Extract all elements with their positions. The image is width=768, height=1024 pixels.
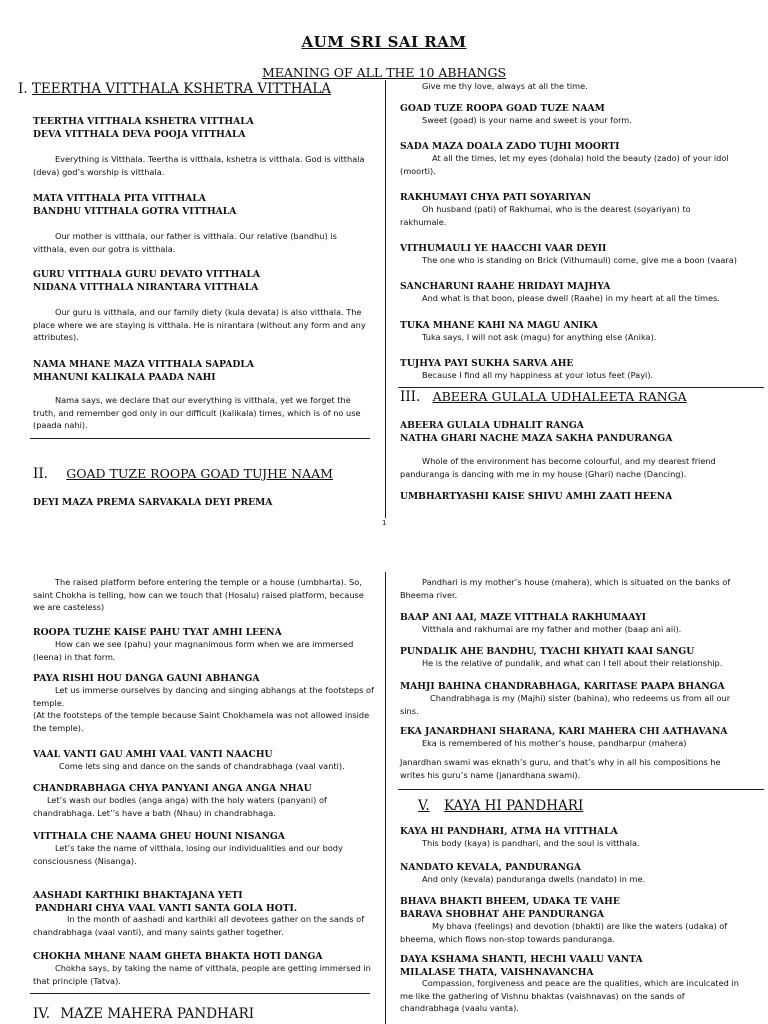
meaning-text: Give me thy love, always at all the time.	[422, 81, 588, 91]
verse-line: CHOKHA MHANE NAAM GHETA BHAKTA HOTI DANGA	[33, 951, 323, 962]
column-divider-page2	[385, 572, 386, 1024]
verse-line: GOAD TUZE ROOPA GOAD TUZE NAAM	[400, 103, 605, 114]
meaning-text: Let’s take the name of vitthala, losing our individualities and our body consciousness (Nisanga).	[33, 843, 343, 866]
meaning-text: Vitthala and rakhumai are my father and mother (baap ani aii).	[422, 624, 682, 634]
verse-line: TEERTHA VITTHALA KSHETRA VITTHALA	[33, 116, 254, 127]
verse-line: BARAVA SHOBHAT AHE PANDURANGA	[400, 909, 605, 920]
verse-line: AASHADI KARTHIKI BHAKTAJANA YETI	[33, 890, 243, 901]
section-divider	[30, 993, 370, 994]
section-heading-2	[33, 466, 333, 482]
section-title: MAZE MAHERA PANDHARI	[60, 1006, 255, 1022]
meaning-text: Janardhan swami was eknath’s guru, and that’s why in all his compositions he writes his guru’s name (janardhana swami).	[400, 757, 721, 780]
meaning-text: Compassion, forgiveness and peace are the qualities, which are inculcated in me like the gathering of Vishnu bhaktas (vaishnavas) on the sands of chandrabhaga (vaalu vanta).	[400, 978, 739, 1014]
section-divider	[398, 789, 764, 790]
verse-line: RAKHUMAYI CHYA PATI SOYARIYAN	[400, 192, 591, 203]
verse-line: BANDHU VITTHALA GOTRA VITTHALA	[33, 206, 237, 217]
meaning-text: Oh husband (pati) of Rakhumai, who is the dearest (soyariyan) to rakhumaie.	[400, 204, 691, 227]
verse-line: NANDATO KEVALA, PANDURANGA	[400, 862, 581, 873]
document-title: AUM SRI SAI RAM	[301, 33, 467, 51]
meaning-text: Come lets sing and dance on the sands of chandrabhaga (vaal vanti).	[59, 761, 345, 771]
verse-line: DAYA KSHAMA SHANTI, HECHI VAALU VANTA	[400, 954, 643, 965]
verse-line: DEVA VITTHALA DEVA POOJA VITTHALA	[33, 129, 246, 140]
verse-line: VITTHALA CHE NAAMA GHEU HOUNI NISANGA	[33, 831, 285, 842]
verse-line: NAMA MHANE MAZA VITTHALA SAPADLA	[33, 359, 254, 370]
verse-line: MHANUNI KALIKALA PAADA NAHI	[33, 372, 216, 383]
section-divider	[398, 387, 764, 388]
meaning-text: Sweet (goad) is your name and sweet is your form.	[422, 115, 632, 125]
section-heading-3	[400, 389, 687, 405]
meaning-text: And what is that boon, please dwell (Raahe) in my heart at all the times.	[422, 293, 720, 303]
meaning-text: Chokha says, by taking the name of vitthala, people are getting immersed in that principle (Tatva).	[33, 963, 371, 986]
verse-line: NATHA GHARI NACHE MAZA SAKHA PANDURANGA	[400, 433, 673, 444]
verse-line: SANCHARUNI RAAHE HRIDAYI MAJHYA	[400, 281, 611, 292]
meaning-text: Let’s wash our bodies (anga anga) with the holy waters (panyani) of chandrabhaga. Let’’s have a bath (Nhau) in chandrabhaga.	[33, 795, 327, 818]
verse-line: BAAP ANI AAI, MAZE VITTHALA RAKHUMAAYI	[400, 612, 646, 623]
meaning-text: At all the times, let my eyes (dohala) hold the beauty (zado) of your idol (moorti).	[400, 153, 729, 176]
meaning-text: The raised platform before entering the temple or a house (umbharta). So, saint Chokha is telling, how can we touch that (Hosalu) raised platform, because we are casteless)	[33, 577, 364, 613]
verse-line: UMBHARTYASHI KAISE SHIVU AMHI ZAATI HEENA	[400, 491, 673, 502]
verse-line: ABEERA GULALA UDHALIT RANGA	[400, 420, 584, 431]
section-title: ABEERA GULALA UDHALEETA RANGA	[432, 389, 687, 404]
meaning-text: And only (kevala) panduranga dwells (nandato) in me.	[422, 874, 646, 884]
section-divider	[30, 438, 370, 439]
section-heading-5	[418, 798, 583, 814]
meaning-text: Whole of the environment has become colourful, and my dearest friend panduranga is dancing with me in my house (Ghari) nache (Dancing).	[400, 456, 716, 479]
meaning-text: Our mother is vitthala, our father is vitthala. Our relative (bandhu) is vitthala, even our gotra is vitthala.	[33, 231, 337, 254]
verse-line: KAYA HI PANDHARI, ATMA HA VITTHALA	[400, 826, 618, 837]
verse-line: CHANDRABHAGA CHYA PANYANI ANGA ANGA NHAU	[33, 783, 312, 794]
verse-line: VAAL VANTI GAU AMHI VAAL VANTI NAACHU	[33, 749, 273, 760]
verse-line: MATA VITTHALA PITA VITTHALA	[33, 193, 206, 204]
verse-line: NIDANA VITTHALA NIRANTARA VITTHALA	[33, 282, 259, 293]
verse-line: TUKA MHANE KAHI NA MAGU ANIKA	[400, 320, 598, 331]
verse-line: EKA JANARDHANI SHARANA, KARI MAHERA CHI AATHAVANA	[400, 726, 728, 737]
section-title: TEERTHA VITTHALA KSHETRA VITTHALA	[31, 81, 331, 97]
meaning-text: Tuka says, I will not ask (magu) for anything else (Anika).	[422, 332, 657, 342]
verse-line: TUJHYA PAYI SUKHA SARVA AHE	[400, 358, 574, 369]
section-heading-1	[18, 81, 331, 97]
meaning-text: Our guru is vitthala, and our family diety (kula devata) is also vitthala. The place where we are staying is vitthala. He is nirantara (without any form and any attributes).	[33, 307, 366, 343]
page-number: 1	[382, 519, 387, 527]
meaning-text: Chandrabhaga is my (Majhi) sister (bahina), who redeems us from all our sins.	[400, 693, 731, 716]
meaning-text: How can we see (pahu) your magnanimous form when we are immersed (leena) in that form.	[33, 639, 354, 662]
section-number: IV.	[33, 1006, 51, 1022]
meaning-text: Nama says, we declare that our everything is vitthala, yet we forget the truth, and remember god only in our difficult (kalikala) times, which is of no use (paada nahi).	[33, 395, 361, 431]
section-heading-4	[33, 1006, 254, 1022]
section-number: II.	[33, 466, 48, 482]
meaning-text: My bhava (feelings) and devotion (bhakti) are like the waters (udaka) of bheema, which flows non-stop towards panduranga.	[400, 921, 728, 944]
meaning-text: Let us immerse ourselves by dancing and singing abhangs at the footsteps of temple. (At the footsteps of the temple because Saint Chokhamela was not allowed inside the temple).	[33, 685, 374, 733]
meaning-text: This body (kaya) is pandhari, and the soul is vitthala.	[422, 838, 640, 848]
meaning-text: Eka is remembered of his mother’s house, pandharpur (mahera)	[422, 738, 687, 748]
section-title: KAYA HI PANDHARI	[443, 798, 584, 814]
verse-line: VITHUMAULI YE HAACCHI VAAR DEYII	[400, 243, 607, 254]
verse-line: PUNDALIK AHE BANDHU, TYACHI KHYATI KAAI SANGU	[400, 646, 695, 657]
column-divider-page1	[385, 80, 386, 518]
meaning-text: Everything is Vitthala. Teertha is vitthala, kshetra is vitthala. God is vitthala (deva) god’s worship is vitthala.	[33, 154, 365, 177]
verse-line: DEYI MAZA PREMA SARVAKALA DEYI PREMA	[33, 497, 273, 508]
verse-line: GURU VITTHALA GURU DEVATO VITTHALA	[33, 269, 260, 280]
verse-line: MILALASE THATA, VAISHNAVANCHA	[400, 967, 594, 978]
verse-line: SADA MAZA DOALA ZADO TUJHI MOORTI	[400, 141, 620, 152]
section-title: GOAD TUZE ROOPA GOAD TUJHE NAAM	[66, 466, 333, 481]
verse-line: PANDHARI CHYA VAAL VANTI SANTA GOLA HOTI.	[35, 903, 298, 914]
document-subtitle: MEANING OF ALL THE 10 ABHANGS	[261, 65, 507, 80]
meaning-text: Pandhari is my mother’s house (mahera), which is situated on the banks of Bheema river.	[400, 577, 731, 600]
meaning-text: Because I find all my happiness at your lotus feet (Payi).	[422, 370, 654, 380]
section-number: III.	[400, 389, 421, 405]
verse-line: BHAVA BHAKTI BHEEM, UDAKA TE VAHE	[400, 896, 620, 907]
verse-line: PAYA RISHI HOU DANGA GAUNI ABHANGA	[33, 673, 260, 684]
verse-line: MAHJI BAHINA CHANDRABHAGA, KARITASE PAAPA BHANGA	[400, 681, 725, 692]
verse-line: ROOPA TUZHE KAISE PAHU TYAT AMHI LEENA	[33, 627, 282, 638]
section-number: I.	[18, 81, 28, 97]
meaning-text: In the month of aashadi and karthiki all devotees gather on the sands of chandrabhaga (vaal vanti), and many saints gather together.	[33, 914, 365, 937]
section-number: V.	[418, 798, 430, 814]
meaning-text: He is the relative of pundalik, and what can I tell about their relationship.	[422, 658, 723, 668]
meaning-text: The one who is standing on Brick (Vithumauli) come, give me a boon (vaara)	[422, 255, 737, 265]
